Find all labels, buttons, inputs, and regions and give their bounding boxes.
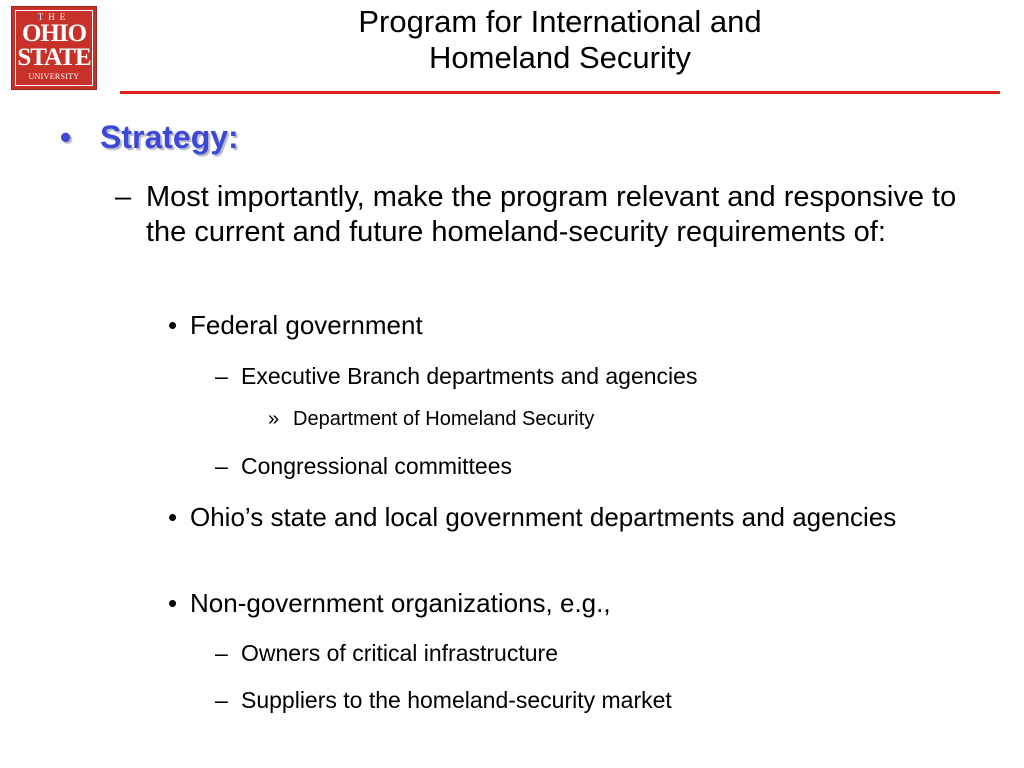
slide-title-line-2: Homeland Security bbox=[429, 40, 691, 75]
bullet-marker: • bbox=[168, 502, 178, 532]
logo-text-ohio: OHIO bbox=[21, 20, 87, 47]
bullet-marker: • bbox=[60, 119, 72, 155]
bullet-marker: – bbox=[215, 453, 228, 479]
ohio-state-logo bbox=[11, 6, 97, 90]
bullet-text: Owners of critical infrastructure bbox=[241, 640, 558, 666]
bullet-text: Most importantly, make the program relevant and responsive to the current and future homeland-security requirements of: bbox=[146, 181, 957, 248]
bullet-marker: – bbox=[215, 363, 228, 389]
bullet-marker: » bbox=[268, 408, 280, 430]
bullet-text: Ohio’s state and local government departments and agencies bbox=[190, 502, 897, 532]
bullet-text: Executive Branch departments and agencies bbox=[241, 363, 698, 389]
bullet-marker: – bbox=[115, 181, 132, 213]
slide-title-line-1: Program for International and bbox=[358, 4, 762, 39]
logo-text-university: UNIVERSITY bbox=[28, 72, 80, 81]
title-divider bbox=[120, 91, 1000, 94]
bullet-marker: • bbox=[168, 588, 178, 618]
bullet-text: Federal government bbox=[190, 310, 423, 340]
bullet-marker: • bbox=[168, 310, 178, 340]
bullet-text: Strategy: bbox=[100, 119, 239, 155]
logo-text-the: THE bbox=[37, 12, 71, 22]
bullet-marker: – bbox=[215, 640, 228, 666]
logo-text-state: STATE bbox=[17, 44, 91, 71]
slide-title bbox=[270, 4, 850, 76]
bullet-text: Non-government organizations, e.g., bbox=[190, 588, 611, 618]
bullet-text: Department of Homeland Security bbox=[293, 408, 595, 430]
bullet-text: Suppliers to the homeland-security market bbox=[241, 687, 672, 713]
bullet-marker: – bbox=[215, 687, 228, 713]
bullet-text: Congressional committees bbox=[241, 453, 513, 479]
